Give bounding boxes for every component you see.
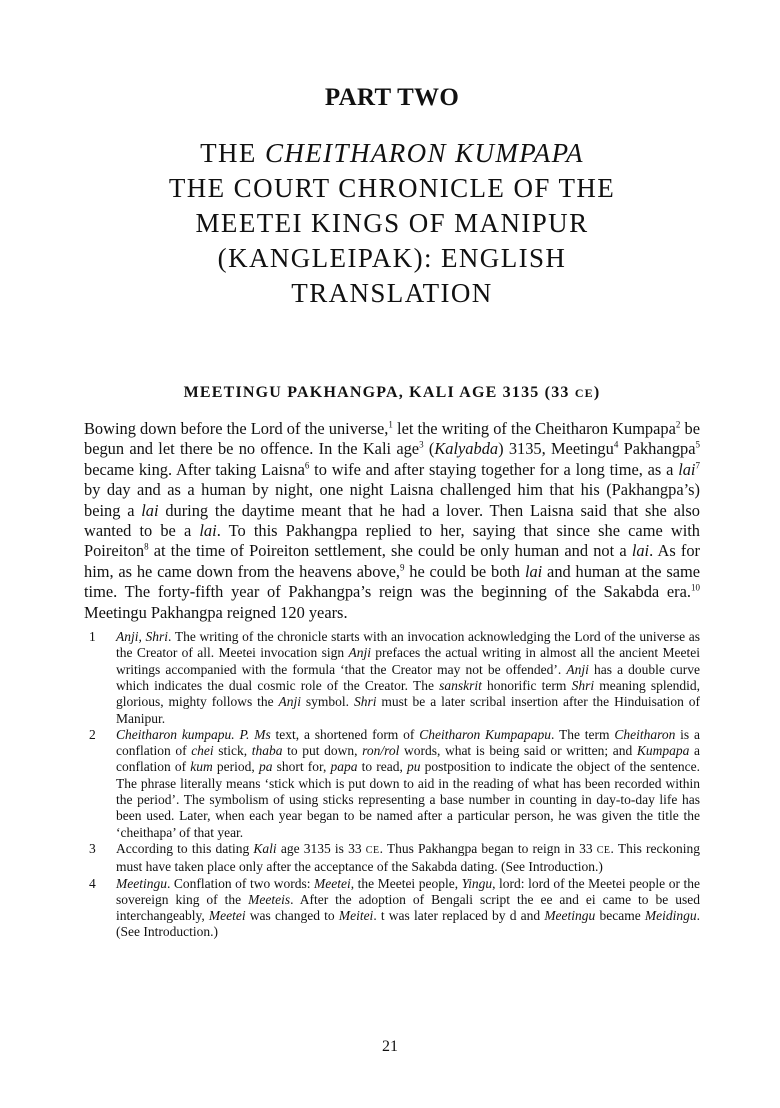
title-line: THE CHEITHARON KUMPAPA [200,138,584,168]
section-heading: MEETINGU PAKHANGPA, KALI AGE 3135 (33 CE) [183,384,601,401]
footnote-number: 4 [89,875,96,891]
book-page [84,82,700,941]
part-label: PART TWO [324,84,460,111]
title-line: (KANGLEIPAK): ENGLISH [217,243,567,273]
footnote-ref: 5 [695,439,701,450]
footnote-item: 2 Cheitharon kumpapu. P. Ms text, a shortened form of Cheitharon Kumpapapu. The term Cheitharon is a conflation of chei stick, thaba to put down, ron/rol words, what is being said or written; and Kumpapa a conflation of kum period, pa short for, papa to read, pu postposition to indicate the object of the sentence. The phrase literally means ‘stick which is put down to aid in the reading of what has been recorded within the period’. The symbolism of using sticks representing a base number in counting in day-to-day life has been used. Later, when each year began to be named after a particular person, he was given the title the ‘cheithapa’ of that year. [89,726,701,840]
footnote-ref: 8 [144,541,149,552]
title-line: THE COURT CHRONICLE OF THE [168,173,616,203]
footnote-item: 4 Meetingu. Conflation of two words: Meetei, the Meetei people, Yingu, lord: lord of the Meetei people or the sovereign king of the Meeteis. After the adoption of Bengali script the ee and ei came to be used interchangeably, Meetei was changed to Meitei. t was later replaced by d and Meetingu became Meidingu. (See Introduction.) [89,875,700,940]
footnote-item: 3 According to this dating Kali age 3135 is 33 CE. Thus Pakhangpa began to reign in 33 CE. This reckoning must have taken place only after the acceptance of the Sakabda dating. (See Introduction.) [89,840,700,875]
body-paragraph: Bowing down before the Lord of the universe,$^1$ let the writing of the Cheitharon Kumpapa$^2$ be begun and let there be no offence. In the Kali age$^3$ (Kalyabda) 3135, Meetingu$^4$ Pakhangpa$^5$ became king. After taking Laisna$^6$ to wife and after staying together for a long time, as a lai$^7$ by day and as a human by night, one night Laisna challenged him that his (Pakhangpa’s) being a lai during the daytime meant that he had a lover. Then Laisna said that she also wanted to be a lai. To this Pakhangpa replied to her, saying that since she came with Poireiton$^8$ at the time of Poireiton settlement, she could be only human and not a lai. As for him, as he came down from the heavens above,$^9$ he could be both lai and human at the same time. The forty-fifth year of Pakhangpa’s reign was the beginning of the Sakabda era.$^{10}$ Meetingu Pakhangpa reigned 120 years. [84,419,701,622]
footnote-ref: 3 [419,439,424,450]
title-line: MEETEI KINGS OF MANIPUR [195,208,589,238]
page-number: 21 [382,1038,398,1055]
footnote-ref: 9 [399,562,405,573]
footnote-ref: 4 [613,439,619,450]
chapter-title [84,136,700,311]
footnote-number: 2 [89,726,96,742]
title-line: TRANSLATION [291,278,493,308]
footnote-number: 1 [89,629,96,645]
footnote-ref: 7 [695,460,700,471]
footnote-ref: 10 [691,582,700,593]
footnote-ref: 1 [388,419,393,430]
body-text [84,419,700,623]
footnote-ref: 6 [304,460,310,471]
footnote-number: 3 [89,840,96,856]
footnote-ref: 2 [675,419,681,430]
footnotes [84,629,700,941]
footnote-item: 1 Anji, Shri. The writing of the chronicle starts with an invocation acknowledging the Lord of the universe as the Creator of all. Meetei invocation sign Anji prefaces the actual writing in almost all the ancient Meetei writings accompanied with the formula ‘that the Creator may not be offended’. Anji has a double curve which indicates the dual cosmic role of the Creator. The sanskrit honorific term Shri meaning splendid, glorious, mighty follows the Anji symbol. Shri must be a later scribal insertion after the Hinduisation of Manipur. [89,629,700,726]
